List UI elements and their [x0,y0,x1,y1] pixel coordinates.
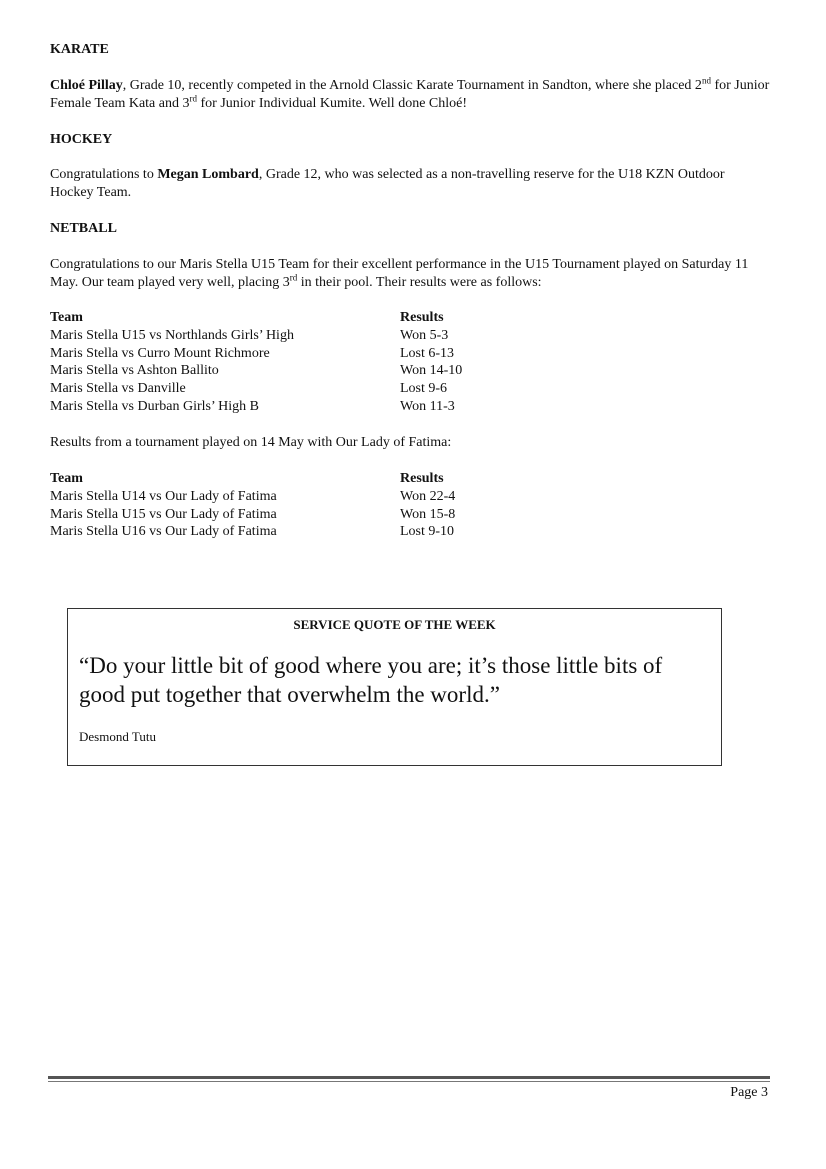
result-cell: Lost 9-10 [400,524,455,540]
karate-athlete-name: Chloé Pillay [50,78,123,93]
results-column-header: Results [400,310,444,325]
team-cell: Maris Stella U15 vs Northlands Girls’ High [50,327,294,343]
quote-text: “Do your little bit of good where you are; it’s those little bits of good put together that overwhelm the world.” [79,653,663,707]
table-row [50,380,550,398]
hockey-paragraph [50,166,770,202]
netball-intro [50,256,770,292]
results-table-1 [50,309,550,416]
footer-divider [48,1076,770,1082]
table-row [50,345,550,363]
result-cell: Lost 6-13 [400,345,455,361]
hockey-text-1: Congratulations to [50,167,158,182]
tournament-intro: Results from a tournament played on 14 May with Our Lady of Fatima: [50,435,452,450]
page-number: Page 3 [730,1085,768,1100]
table-header [50,470,550,488]
hockey-text-2: , Grade 12, who was selected as a non-travelling reserve for the U18 KZN Outdoor Hockey Team. [50,167,725,200]
table-header [50,309,550,327]
result-cell: Won 15-8 [400,506,456,522]
netball-heading: NETBALL [50,221,117,236]
karate-text-1: , Grade 10, recently competed in the Arnold Classic Karate Tournament in Sandton, where she placed 2 [122,78,702,93]
karate-heading: KARATE [50,42,109,57]
team-cell: Maris Stella vs Curro Mount Richmore [50,345,270,361]
results-table-2 [50,470,550,541]
netball-intro-text-1: Congratulations to our Maris Stella U15 Team for their excellent performance in the U15 Tournament played on Saturday 11 May. Our team played very well, placing 3 [50,257,749,290]
hockey-heading: HOCKEY [50,132,113,147]
quote-title: SERVICE QUOTE OF THE WEEK [293,617,496,632]
table-row [50,398,550,416]
table-row [50,506,550,524]
hockey-athlete-name: Megan Lombard [157,167,259,182]
team-cell: Maris Stella vs Ashton Ballito [50,363,219,379]
table-row [50,523,550,541]
result-cell: Won 5-3 [400,327,449,343]
quote-author: Desmond Tutu [79,729,156,744]
team-cell: Maris Stella U15 vs Our Lady of Fatima [50,506,277,522]
team-cell: Maris Stella U14 vs Our Lady of Fatima [50,488,277,504]
team-cell: Maris Stella vs Durban Girls’ High B [50,398,259,414]
result-cell: Won 11-3 [400,398,455,414]
table-row [50,327,550,345]
karate-sup-2: rd [189,93,197,104]
result-cell: Won 14-10 [400,363,463,379]
karate-paragraph [50,77,770,113]
results-column-header: Results [400,471,444,486]
team-column-header: Team [50,471,83,486]
karate-text-3: for Junior Individual Kumite. Well done Chloé! [197,96,468,111]
karate-sup-1: nd [701,75,711,86]
team-column-header: Team [50,310,83,325]
netball-intro-text-2: in their pool. Their results were as follows: [297,275,542,290]
netball-intro-sup: rd [289,272,298,283]
table-row [50,488,550,506]
result-cell: Won 22-4 [400,488,456,504]
team-cell: Maris Stella U16 vs Our Lady of Fatima [50,524,277,540]
service-quote-box [67,608,722,766]
team-cell: Maris Stella vs Danville [50,381,186,397]
result-cell: Lost 9-6 [400,381,448,397]
table-row [50,362,550,380]
karate-text-2: for Junior Female Team Kata and 3 [50,78,770,111]
